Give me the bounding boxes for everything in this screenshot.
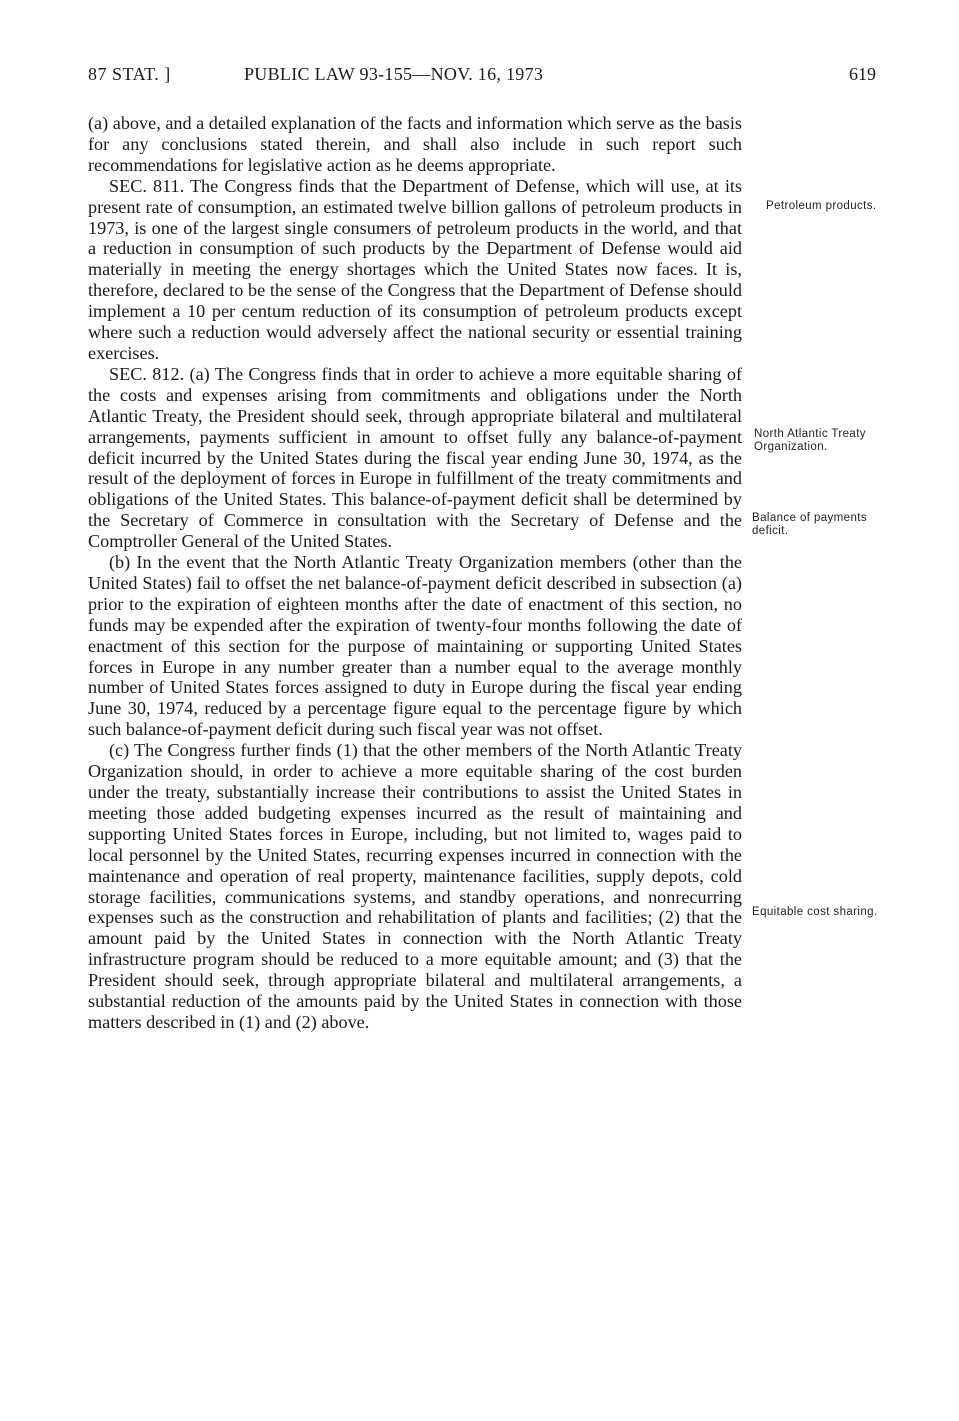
section-811 bbox=[88, 176, 742, 364]
section-text: The Congress finds that the Department of Defense, which will use, at its present rate of consumption, an estimated twelve billion gallons of petroleum products in 1973, is one of the largest single consumers of petroleum products in the world, and that a reduction in consumption of such products by the Department of Defense would aid materially in meeting the energy shortages which the United States now faces. It is, therefore, declared to be the sense of the Congress that the Department of Defense should implement a 10 per centum reduction of its consumption of petroleum products except where such a reduction would adversely affect the national security or essential training exercises. bbox=[88, 175, 742, 363]
section-label: SEC. 812. bbox=[109, 363, 185, 384]
margin-note-equitable: Equitable cost sharing. bbox=[752, 906, 878, 918]
section-label: SEC. 811. bbox=[109, 175, 185, 196]
body-text bbox=[88, 113, 742, 1033]
page-number: 619 bbox=[849, 64, 876, 84]
statute-volume: 87 STAT. ] bbox=[88, 64, 171, 84]
section-812-c: (c) The Congress further finds (1) that the other members of the North Atlantic Treaty Organization should, in order to achieve a more equitable sharing of the cost burden under the treaty, substantially increase their contributions to assist the United States in meeting those added budgeting expenses incurred as the result of maintaining and supporting United States forces in Europe, including, but not limited to, wages paid to local personnel by the United States, recurring expenses incurred in connection with the maintenance and operation of real property, maintenance facilities, supply depots, cold storage facilities, communications systems, and standby operations, and nonrecurring expenses such as the construction and rehabilitation of plants and facilities; (2) that the amount paid by the United States in connection with the North Atlantic Treaty infrastructure program should be reduced to a more equitable amount; and (3) that the President should seek, through appropriate bilateral and multilateral arrangements, a substantial reduction of the amounts paid by the United States in connection with those matters described in (1) and (2) above. bbox=[88, 740, 742, 1032]
margin-note-balance: Balance of payments deficit. bbox=[752, 512, 867, 537]
running-title: PUBLIC LAW 93-155—NOV. 16, 1973 bbox=[244, 64, 544, 84]
section-812-b: (b) In the event that the North Atlantic Treaty Organization members (other than the United States) fail to offset the net balance-of-payment deficit described in subsection (a) prior to the expiration of eighteen months after the date of enactment of this section, no funds may be expended after the expiration of twenty-four months following the date of enactment of this section for the purpose of maintaining or supporting United States forces in Europe in any number greater than a number equal to the average monthly number of United States forces assigned to duty in Europe during the fiscal year ending June 30, 1974, reduced by a percentage figure equal to the percentage figure by which such balance-of-payment deficit during such fiscal year was not offset. bbox=[88, 552, 742, 740]
running-head bbox=[88, 64, 888, 88]
margin-note-nato: North Atlantic Treaty Organization. bbox=[754, 428, 866, 453]
section-text: (a) The Congress finds that in order to achieve a more equitable sharing of the costs and expenses arising from commitments and obligations under the North Atlantic Treaty, the President should seek, through appropriate bilateral and multilateral arrangements, payments sufficient in amount to offset fully any balance-of-payment deficit incurred by the United States during the fiscal year ending June 30, 1974, as the result of the deployment of forces in Europe in fulfillment of the treaty commitments and obligations of the United States. This balance-of-payment deficit shall be determined by the Secretary of Commerce in consultation with the Secretary of Defense and the Comptroller General of the United States. bbox=[88, 363, 743, 552]
margin-note-petroleum: Petroleum products. bbox=[766, 200, 877, 212]
section-812-a bbox=[88, 364, 742, 552]
paragraph-continuation: (a) above, and a detailed explanation of the facts and information which serve as the basis for any conclusions stated therein, and shall also include in such report such recommendations for legislative action as he deems appropriate. bbox=[88, 113, 742, 175]
